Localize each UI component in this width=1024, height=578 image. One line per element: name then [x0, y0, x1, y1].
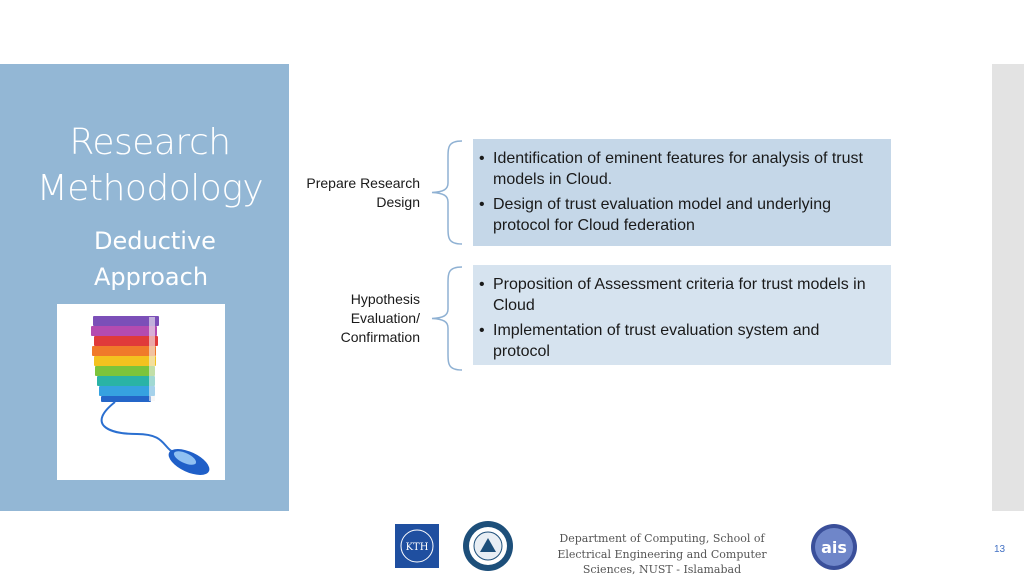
svg-text:ais: ais — [821, 538, 847, 557]
footer-department: Department of Computing, School of Electrical Engineering and Computer Sciences, NUST - Islamabad — [557, 532, 767, 576]
group-label-line: Evaluation/ — [350, 310, 420, 326]
group-label-line: Confirmation — [340, 329, 420, 345]
subtitle-line-2: Approach — [94, 263, 209, 291]
group-label-research-design — [260, 174, 420, 212]
slide-title — [0, 120, 300, 212]
left-brace-icon — [428, 139, 464, 246]
bullet-item: • Design of trust evaluation model and underlying protocol for Cloud federation — [479, 194, 879, 236]
title-line-1: Research — [69, 122, 231, 163]
page-number: 13 — [994, 544, 1006, 555]
books-mouse-image — [57, 304, 225, 480]
ais-logo — [810, 523, 858, 571]
right-strip — [992, 64, 1024, 511]
bullet-item: • Proposition of Assessment criteria for trust models in Cloud — [479, 274, 879, 316]
bullet-list — [479, 274, 879, 362]
bullet-item: • Identification of eminent features for analysis of trust models in Cloud. — [479, 148, 879, 190]
bullet-box-hypothesis — [473, 265, 891, 365]
left-brace-icon — [428, 265, 464, 372]
bullet-list — [479, 148, 879, 236]
kth-logo — [395, 524, 439, 568]
subtitle-line-1: Deductive — [94, 227, 216, 255]
svg-text:KTH: KTH — [405, 542, 429, 553]
slide-subtitle — [94, 223, 216, 295]
bullet-box-research-design — [473, 139, 891, 246]
group-label-line: Prepare Research — [306, 175, 420, 191]
books-mouse-icon — [57, 304, 225, 480]
nust-logo — [462, 520, 514, 572]
group-label-line: Design — [376, 194, 420, 210]
kth-logo-icon — [395, 524, 439, 568]
title-line-2: Methodology — [36, 168, 264, 209]
nust-logo-icon — [462, 520, 514, 572]
group-label-line: Hypothesis — [350, 291, 420, 307]
ais-logo-icon — [810, 523, 858, 571]
group-label-hypothesis — [260, 290, 420, 347]
bullet-item: • Implementation of trust evaluation system and protocol — [479, 320, 879, 362]
